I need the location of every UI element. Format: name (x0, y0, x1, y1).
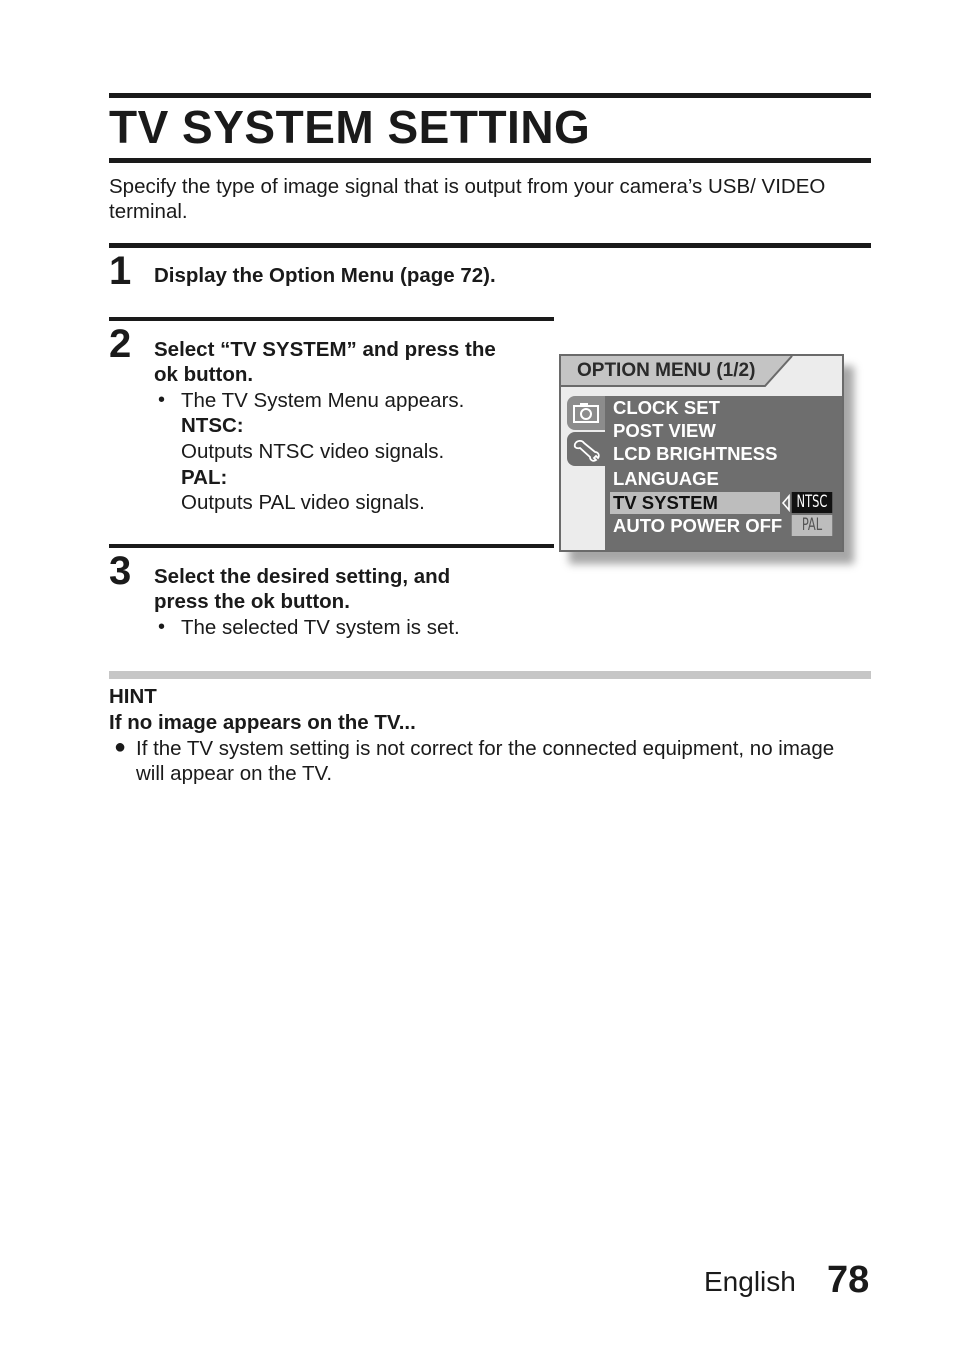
pal-label: PAL: (181, 466, 228, 489)
menu-tab-title: OPTION MENU (1/2) (577, 360, 756, 381)
footer-language: English (704, 1266, 796, 1297)
step1-heading: Display the Option Menu (page 72). (154, 264, 496, 287)
camera-icon (567, 396, 605, 430)
hint-bullet-dot: ● (114, 736, 127, 758)
intro-text: Specify the type of image signal that is output from your camera’s USB/ VIDEO terminal. (109, 175, 826, 223)
ntsc-label: NTSC: (181, 414, 244, 437)
wrench-icon (567, 432, 605, 466)
hint-heading: If no image appears on the TV... (109, 711, 416, 734)
left-arrow-icon (781, 494, 791, 512)
ntsc-description: Outputs NTSC video signals. (181, 440, 445, 463)
bullet-dot: • (158, 616, 166, 638)
step3-heading-line1: Select the desired setting, and (154, 565, 451, 588)
option-pal: PAL (792, 515, 833, 536)
option-ntsc: NTSC (792, 492, 833, 513)
title-rule-top (109, 93, 871, 98)
step2-rule (109, 317, 554, 321)
step3-bullet: The selected TV system is set. (181, 616, 460, 639)
footer-page-number: 78 (827, 1259, 870, 1301)
menu-item-tv-system: TV SYSTEM (613, 492, 718, 513)
step1-rule (109, 243, 871, 248)
camera-icon-tab (567, 396, 605, 430)
menu-item-post-view: POST VIEW (613, 420, 716, 441)
camera-screen (559, 354, 844, 552)
step2-number: 2 (109, 322, 132, 366)
bullet-dot: • (158, 389, 166, 411)
step3-rule (109, 544, 554, 548)
menu-panel (605, 396, 842, 550)
hint-label: HINT (109, 685, 157, 708)
step3-number: 3 (109, 549, 132, 593)
pal-description: Outputs PAL video signals. (181, 491, 425, 514)
title-rule-bottom (109, 158, 871, 163)
step2-heading-line2: ok button. (154, 363, 254, 386)
wrench-icon-tab (567, 432, 605, 466)
hint-bullet-text: If the TV system setting is not correct for the connected equipment, no image will appear on the TV. (136, 737, 835, 785)
menu-item-auto-power-off: AUTO POWER OFF (613, 515, 783, 536)
menu-tab-edge (561, 356, 801, 388)
step1-number: 1 (109, 249, 132, 293)
menu-item-lcd-brightness: LCD BRIGHTNESS (613, 443, 778, 464)
step2-heading-line1: Select “TV SYSTEM” and press the (154, 338, 496, 361)
step2-bullet: The TV System Menu appears. (181, 389, 465, 412)
menu-item-language: LANGUAGE (613, 468, 719, 489)
step3-heading-line2: press the ok button. (154, 590, 350, 613)
page-title: TV SYSTEM SETTING (109, 101, 591, 153)
menu-item-clock-set: CLOCK SET (613, 397, 720, 418)
hint-bar (109, 671, 871, 679)
